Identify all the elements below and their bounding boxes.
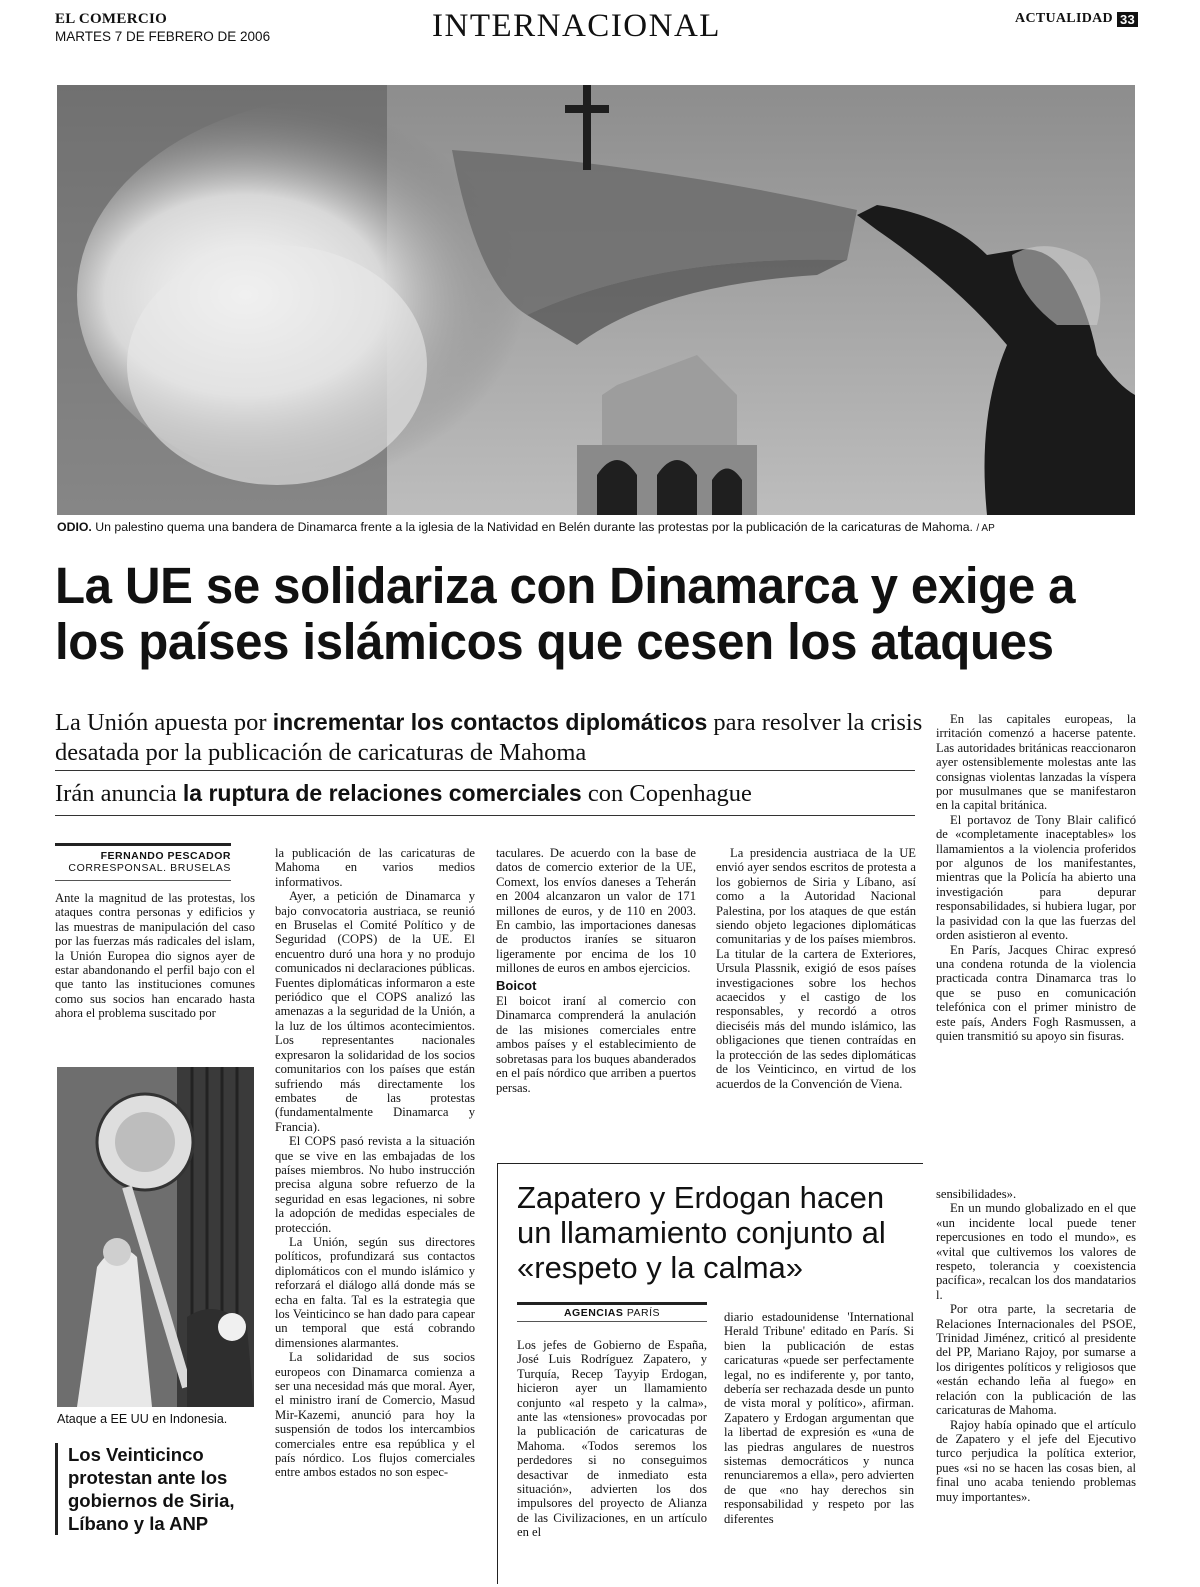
paragraph: diario estadounidense 'International Herald Tribune' editado en París. Si bien la publicación de estas caricaturas «puede ser perfectamente legal, no es indiferente y, por tanto, debería ser rechazada desde un punto de vista moral y político», afirman. Zapatero y Erdogan argumentan que la libertad de expresión es «una de las piedras angulares de nuestros sistemas democráticos y nunca renunciaremos a ella», pero advierten de que «no hay derechos sin responsabilidad y respeto por las diferentes: [724, 1310, 914, 1526]
paragraph: La Unión, según sus directores políticos, profundizará sus contactos diplomáticos con el mundo islámico y reforzará el diálogo allá donde más se echa en falta. Tal es la estrategia que los Veinticinco se han dado para capear un temporal que está cobrando dimensiones alarmantes.: [275, 1234, 475, 1350]
paragraph: La solidaridad de sus socios europeos con Dinamarca comienza a ser una necesidad más que moral. Ayer, el ministro iraní de Comercio, Masud Mir-Kazemi, anunció para hoy la suspensión de todos los intercambios comerciales entre esa república y el país nórdico. Los flujos comerciales entre ambos estados no son espec-: [275, 1350, 475, 1480]
secondary-column-3: [936, 1187, 1136, 1504]
section-tag: [1015, 11, 1138, 27]
paragraph: sensibilidades».: [936, 1187, 1017, 1201]
subheadline-1: [55, 707, 925, 768]
paragraph: En un mundo globalizado en el que «un incidente local puede tener repercusiones en todo el mundo», es «vital que cultivemos los valores de respeto, tolerancia y coexistencia pacífica», recalcan los dos mandatarios l.: [936, 1201, 1136, 1302]
caption-text: Un palestino quema una bandera de Dinamarca frente a la iglesia de la Natividad en Belén durante las protestas por la publicación de la caricaturas de Mahoma.: [95, 520, 973, 534]
subheadline-1-post: para resolver la crisis desatada por la publicación de caricaturas de Mahoma: [55, 709, 923, 766]
paragraph: La presidencia austriaca de la UE envió ayer sendos escritos de protesta a los gobiernos de Siria y Líbano, así como a la Autoridad Nacional Palestina, por los ataques de que están siendo objeto legaciones diplomáticas comunitarias y de los países miembros. La titular de la cartera de Exteriores, Ursula Plassnik, exigió de esos países investigaciones sobre los hechos acaecidos y el castigo de los responsables, y recordó a otros dieciséis más del mundo islámico, las obligaciones que tienen contraídas en la protección de las sedes diplomáticas de los Veinticinco, en virtud de los acuerdos de la Convención de Viena.: [716, 846, 916, 1091]
issue-date: MARTES 7 DE FEBRERO DE 2006: [55, 29, 271, 44]
paragraph: El boicot iraní al comercio con Dinamarca comprenderá la anulación de las misiones comerciales entre ambos países y el establecimiento de sobretasas para los buques abanderados en el país nórdico que arriben a puertos persas.: [496, 994, 696, 1095]
story-column-1: [55, 891, 255, 1021]
side-photo: [57, 1067, 254, 1407]
inline-subheading: Boicot: [496, 977, 537, 993]
paragraph: El COPS pasó revista a la situación que se vive en las embajadas de los países miembros. No hubo instrucción precisa alguna sobre refuerzo de la seguridad en esas legaciones, ni sobre la adopción de medidas especiales de protección.: [275, 1134, 475, 1235]
paragraph: El portavoz de Tony Blair calificó de «completamente inaceptables» los llamamientos a la violencia proferidos por algunos de los manifestantes, mientras que la Policía ha abierto una investigación para depurar responsabilidades, si hubiera lugar, por la pasividad con la que las fuerzas del orden asistieron al evento.: [936, 812, 1136, 943]
story-column-3: [496, 846, 696, 1095]
secondary-headline: Zapatero y Erdogan hacen un llamamiento conjunto al «respeto y la calma»: [517, 1180, 886, 1285]
subheadline-2: [55, 778, 925, 809]
paragraph: Por otra parte, la secretaria de Relaciones Internacionales del PSOE, Trinidad Jiménez, criticó al presidente del PP, Mariano Rajoy, por sumarse a los dirigentes políticos y religiosos que «están echando leña al fuego» en relación con la publicación de las caricaturas de Mahoma.: [936, 1302, 1136, 1418]
subheadline-1-bold: incrementar los contactos diplomáticos: [272, 709, 708, 735]
section-title: INTERNACIONAL: [432, 8, 721, 44]
paragraph: Ayer, a petición de Dinamarca y bajo convocatoria austriaca, se reunió en Bruselas el Comité Político y de Seguridad (COPS) de la UE. El encuentro duró una hora y no produjo comunicados ni declaraciones públicas. Fuentes diplomáticas informaron a este periódico que el COPS analizó las amenazas a la seguridad de la Unión, a la luz de los últimos acontecimientos. Los representantes nacionales expresaron la solidaridad de los socios comunitarios con los países que están sufriendo más directamente los embates de las protestas (fundamentalmente Dinamarca y Francia).: [275, 889, 475, 1134]
photo-credit: / AP: [976, 523, 995, 534]
story-column-4: [716, 846, 916, 1091]
subheadline-2-post: con Copenhague: [587, 780, 752, 807]
main-photo: [57, 85, 1135, 515]
side-photo-caption: Ataque a EE UU en Indonesia.: [57, 1412, 228, 1426]
secondary-column-1: [517, 1338, 707, 1540]
paragraph: Rajoy había opinado que el artículo de Zapatero y el jefe del Ejecutivo turco perjudica la política exterior, pues «si no se hacen las cosas bien, al final uno acaba teniendo problemas muy importantes».: [936, 1417, 1136, 1504]
caption-lead: ODIO.: [57, 520, 92, 534]
divider: [55, 880, 231, 881]
newspaper-name: EL COMERCIO: [55, 11, 168, 27]
story-column-5: [936, 712, 1136, 1043]
paragraph: taculares. De acuerdo con la base de datos de comercio exterior de la UE, Comext, los envíos daneses a Teherán en 2004 alcanzaron un valor de 171 millones de euros, y de 110 en 2003. En cambio, las importaciones danesas de productos iraníes se situaron ligeramente por encima de los 10 millones de euros en ambos ejercicios.: [496, 846, 696, 976]
paragraph: la publicación de las caricaturas de Mahoma en varios medios informativos.: [275, 846, 475, 889]
side-headline: Los Veinticinco protestan ante los gobiernos de Siria, Líbano y la ANP: [55, 1443, 268, 1535]
author-name: FERNANDO PESCADOR: [100, 850, 231, 862]
subheadline-2-pre: Irán anuncia: [55, 780, 177, 807]
divider: [55, 770, 915, 771]
divider: [55, 815, 915, 816]
agency-location: PARÍS: [626, 1307, 661, 1319]
secondary-column-2: [724, 1310, 914, 1526]
page-number: 33: [1117, 12, 1138, 27]
divider: [517, 1321, 707, 1322]
byline: [55, 843, 231, 874]
paragraph: Ante la magnitud de las protestas, los ataques contra personas y edificios y las muestras de manipulación del caso por las fuerzas más radicales del islam, la Unión Europea dio signos ayer de estar abandonando el perfil bajo con el que tanto las instituciones comunes como sus socios han encarado hasta ahora el problema suscitado por: [55, 891, 255, 1021]
subheadline-2-bold: la ruptura de relaciones comerciales: [182, 780, 582, 806]
section-tag-label: ACTUALIDAD: [1015, 11, 1113, 26]
subheadline-1-pre: La Unión apuesta por: [55, 709, 267, 736]
photo-caption: [57, 520, 1137, 534]
paragraph: En París, Jacques Chirac expresó una condena rotunda de la violencia practicada contra Dinamarca tras lo que se puso en comunicación telefónica con el primer ministro de este país, Anders Fogh Rasmussen, a quien transmitió su apoyo sin fisuras.: [936, 942, 1136, 1043]
agency-byline: [517, 1302, 707, 1319]
author-location: CORRESPONSAL. BRUSELAS: [68, 862, 231, 874]
agency-name: AGENCIAS: [563, 1307, 624, 1319]
main-headline: La UE se solidariza con Dinamarca y exige a los países islámicos que cesen los ataques: [55, 557, 1076, 670]
paragraph: Los jefes de Gobierno de España, José Luis Rodríguez Zapatero, y Turquía, Recep Tayyip Erdogan, hicieron ayer un llamamiento conjunto «al respeto y la calma», ante las «tensiones» provocadas por la publicación de caricaturas de Mahoma. «Todos seremos los perdedores si no conseguimos desactivar de inmediato esta situación», advierten los dos impulsores del proyecto de Alianza de las Civilizaciones, en un artículo en el: [517, 1338, 707, 1540]
paragraph: En las capitales europeas, la irritación comenzó a hacerse patente. Las autoridades británicas reaccionaron ayer ostensiblemente molestas ante las consignas violentas lanzadas la víspera por musulmanes que se manifestaron en la capital británica.: [936, 712, 1136, 813]
story-column-2: [275, 846, 475, 1587]
